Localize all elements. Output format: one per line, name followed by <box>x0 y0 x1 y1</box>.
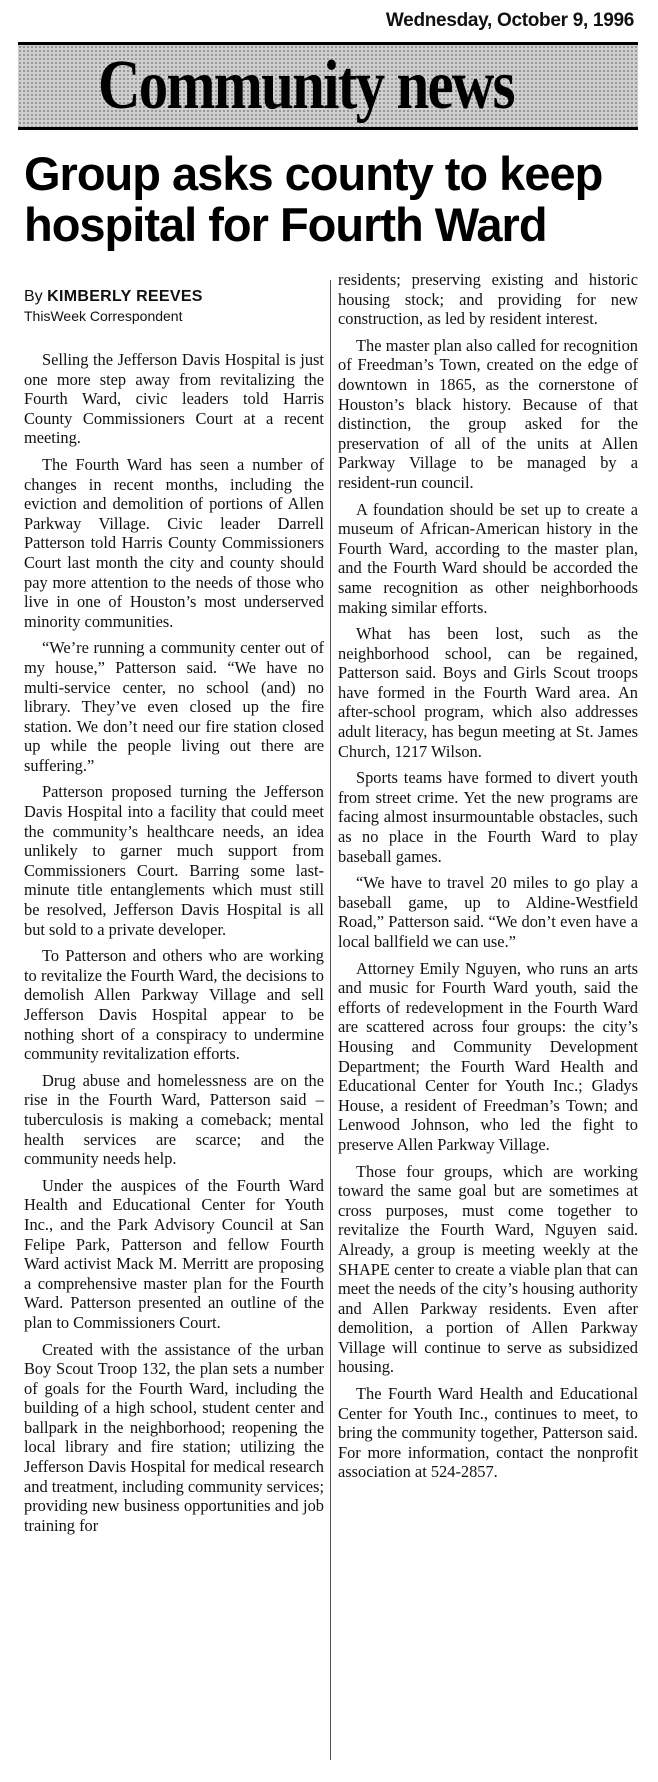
byline-by: By <box>24 288 43 305</box>
paragraph: A foundation should be set up to create a museum of African-American history in the Fourth Ward, according to the master plan, and the Fourth Ward should be accorded the same recognition as other neighborhoods making similar efforts. <box>338 499 638 617</box>
paragraph: Under the auspices of the Fourth Ward Health and Educational Center for Youth Inc., and the Park Advisory Council at San Felipe Park, Patterson and fellow Fourth Ward activist Mack M. Merritt are proposing a comprehensive master plan for the Fourth Ward. Patterson presented an outline of the plan to Commissioners Court. <box>24 1175 324 1332</box>
paragraph: Drug abuse and homelessness are on the rise in the Fourth Ward, Patterson said – tuberculosis is making a comeback; mental health services are scarce; and the community needs help. <box>24 1070 324 1169</box>
byline <box>24 287 203 325</box>
section-title: Community news <box>98 47 514 124</box>
paragraph: Those four groups, which are working toward the same goal but are sometimes at cross purposes, must come together to revitalize the Fourth Ward, Nguyen said. Already, a group is meeting weekly at the SHAPE center to create a viable plan that can meet the needs of the city’s housing authority and Allen Parkway residents. Even after demolition, a portion of Allen Parkway Village will continue to serve as subsidized housing. <box>338 1161 638 1377</box>
paragraph: The Fourth Ward Health and Educational Center for Youth Inc., continues to meet, to bring the community together, Patterson said. For more information, contact the nonprofit association at 524-2857. <box>338 1384 638 1482</box>
paragraph: “We have to travel 20 miles to go play a baseball game, up to Aldine-Westfield Road,” Patterson said. “We don’t even have a local ballfield we can use.” <box>338 873 638 951</box>
paragraph: “We’re running a community center out of my house,” Patterson said. “We have no multi-service center, no school (and) no library. They’ve even closed up the fire station. We don’t need our fire station closed up while the people living out there are suffering.” <box>24 638 324 775</box>
paragraph: Patterson proposed turning the Jefferson Davis Hospital into a facility that could meet the community’s healthcare needs, an idea unlikely to garner much support from Commissioners Court. Barring some last-minute title entanglements which must still be resolved, Jefferson Davis Hospital is all but sold to a private developer. <box>24 782 324 939</box>
paragraph: The Fourth Ward has seen a number of changes in recent months, including the eviction and demolition of portions of Allen Parkway Village. Civic leader Darrell Patterson told Harris County Commissioners Court last month the city and county should pay more attention to the needs of those who live in one of Houston’s most underserved minority communities. <box>24 454 324 631</box>
paragraph-continued: residents; preserving existing and historic housing stock; and providing for new construction, as led by resident interest. <box>338 270 638 329</box>
paragraph: Created with the assistance of the urban Boy Scout Troop 132, the plan sets a number of goals for the Fourth Ward, including the building of a high school, student center and ballpark in the neighborhood; reopening the local library and fire station; utilizing the Jefferson Davis Hospital for medical research and treatment, including community services; providing new business opportunities and job training for <box>24 1339 324 1535</box>
paragraph: Attorney Emily Nguyen, who runs an arts and music for Fourth Ward youth, said the efforts of redevelopment in the Fourth Ward are scattered across four groups: the city’s Housing and Community Development Department; the Fourth Ward Health and Educational Center for Youth Inc.; Gladys House, a resident of Freedman’s Town; and Lenwood Johnson, who led the fight to preserve Allen Parkway Village. <box>338 958 638 1154</box>
column-divider <box>330 280 331 1760</box>
byline-role: ThisWeek Correspondent <box>24 308 183 324</box>
paragraph: Sports teams have formed to divert youth from street crime. Yet the new programs are facing almost insurmountable obstacles, such as no place in the Fourth Ward to play baseball games. <box>338 768 638 866</box>
article-column-left <box>24 350 324 1542</box>
section-banner <box>18 42 638 130</box>
dateline: Wednesday, October 9, 1996 <box>385 10 634 31</box>
paragraph: The master plan also called for recognition of Freedman’s Town, created on the edge of downtown in 1865, as the cornerstone of Houston’s black history. Because of that distinction, the group asked for the preservation of all of the units at Allen Parkway Village to be managed by a resident-run council. <box>338 335 638 492</box>
byline-author: KIMBERLY REEVES <box>47 288 203 305</box>
paragraph: To Patterson and others who are working to revitalize the Fourth Ward, the decisions to demolish Allen Parkway Village and sell Jefferson Davis Hospital appear to be nothing short of a conspiracy to undermine community revitalization efforts. <box>24 946 324 1064</box>
paragraph: Selling the Jefferson Davis Hospital is just one more step away from revitalizing the Fourth Ward, civic leaders told Harris County Commissioners Court at a recent meeting. <box>24 350 324 448</box>
article-column-right <box>338 270 638 1489</box>
paragraph: What has been lost, such as the neighborhood school, can be regained, Patterson said. Boys and Girls Scout troops have formed in the Fourth Ward area. An after-school program, which also addresses adult literacy, has begun meeting at St. James Church, 1217 Wilson. <box>338 624 638 761</box>
headline: Group asks county to keep hospital for Fourth Ward <box>24 147 603 251</box>
